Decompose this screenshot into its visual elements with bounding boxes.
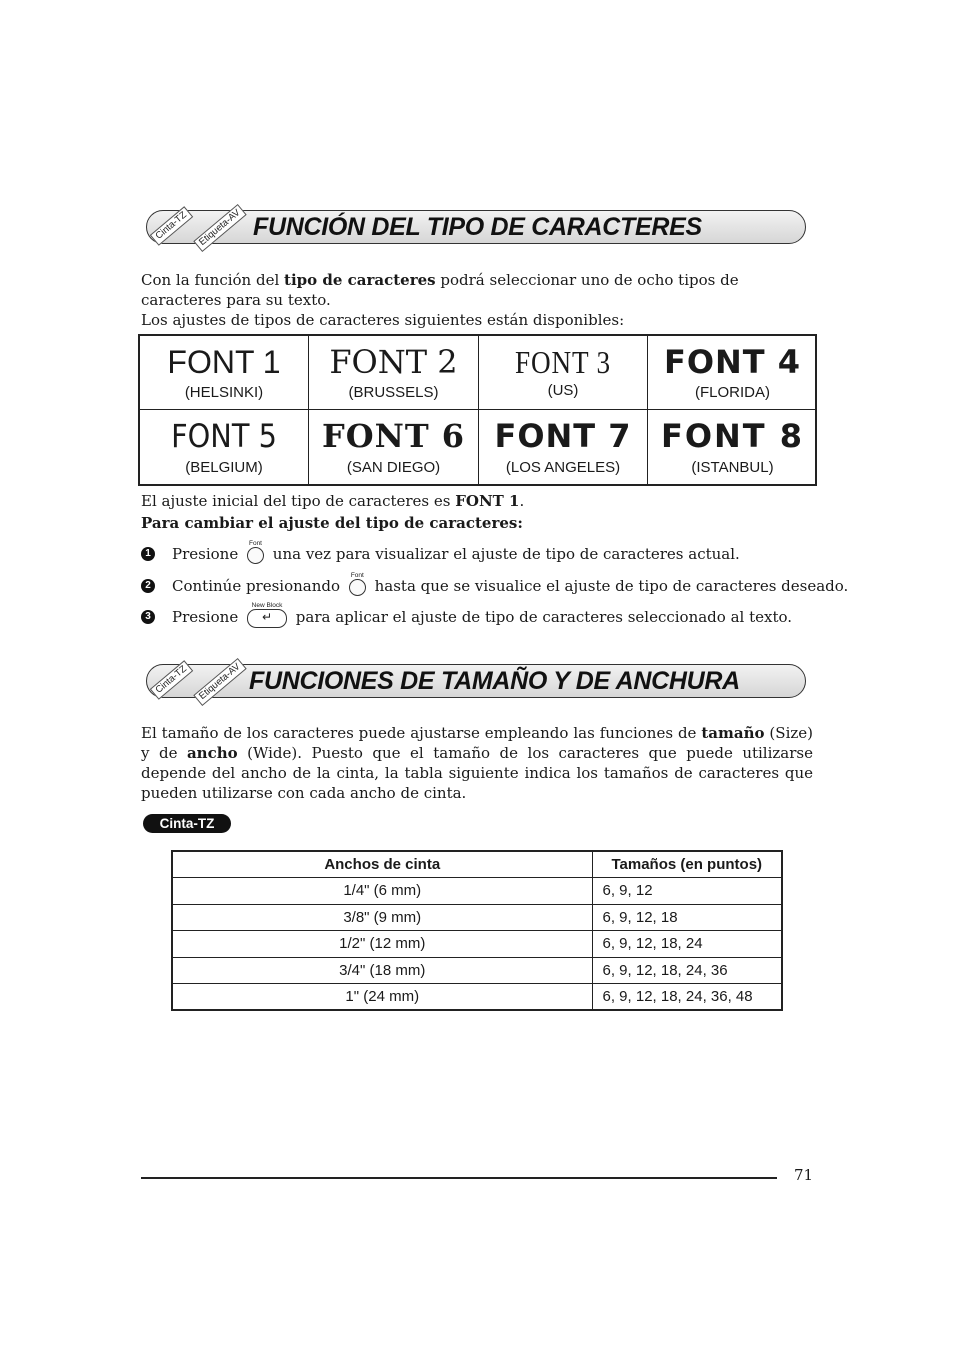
- intro-paragraph-2: Los ajustes de tipos de caracteres siguientes están disponibles:: [141, 311, 625, 329]
- font-sample: FONT 6: [321, 417, 466, 455]
- section-header-size: [146, 661, 806, 702]
- tag-cinta-tz: Cinta-TZ: [150, 206, 193, 246]
- font-cell-7: [479, 410, 648, 484]
- font-sample: FONT 3: [514, 344, 612, 380]
- change-heading: Para cambiar el ajuste del tipo de caracteres:: [141, 514, 523, 532]
- table-row: [172, 931, 782, 958]
- font-cell-2: [309, 336, 479, 410]
- font-name: (US): [547, 382, 579, 399]
- font-name: (BELGIUM): [185, 459, 263, 476]
- font-sample: FONT 7: [494, 417, 632, 455]
- font-cell-8: [648, 410, 817, 484]
- tape-size-table: [171, 850, 783, 1011]
- font-sample: FONT 1: [167, 344, 281, 380]
- font-sample: FONT 8: [660, 417, 805, 455]
- font-name: (HELSINKI): [184, 384, 264, 401]
- font-name: (SAN DIEGO): [346, 459, 441, 476]
- header-tape-width: Anchos de cinta: [172, 851, 592, 878]
- step-number: 3: [141, 610, 155, 624]
- cell-tape-width: 1/2" (12 mm): [172, 931, 592, 958]
- size-paragraph: El tamaño de los caracteres puede ajustarse empleando las funciones de tamaño (Size) y de ancho (Wide). Puesto que el tamaño de los caracteres que puede utilizarse depende del ancho de la cinta, la tabla siguiente indica los tamaños de caracteres que pueden utilizarse con cada ancho de cinta.: [141, 724, 813, 802]
- cell-tape-width: 1" (24 mm): [172, 984, 592, 1011]
- table-header-row: [172, 851, 782, 878]
- cell-tape-width: 3/4" (18 mm): [172, 957, 592, 984]
- section-title-font: FUNCIÓN DEL TIPO DE CARACTERES: [253, 213, 702, 241]
- font-sample: FONT 4: [663, 343, 802, 381]
- cell-sizes: 6, 9, 12, 18, 24, 36, 48: [592, 984, 782, 1011]
- font-sample: FONT 2: [329, 343, 458, 381]
- cell-tape-width: 1/4" (6 mm): [172, 878, 592, 905]
- font-cell-1: [140, 336, 309, 410]
- tag-etiqueta-av: Etiqueta-AV: [193, 658, 246, 706]
- initial-setting-text: El ajuste inicial del tipo de caracteres es FONT 1.: [141, 492, 525, 510]
- font-name: (ISTANBUL): [691, 459, 774, 476]
- cinta-tz-badge: Cinta-TZ: [143, 814, 231, 833]
- page-number: 71: [794, 1166, 814, 1184]
- enter-key-icon: New Block ↵: [247, 609, 287, 628]
- cell-sizes: 6, 9, 12, 18, 24, 36: [592, 957, 782, 984]
- font-sample: FONT 5: [171, 417, 277, 455]
- font-cell-4: [648, 336, 817, 410]
- step-3: 3 Presione New Block ↵ para aplicar el ajuste de tipo de caracteres seleccionado al texto.: [141, 607, 792, 628]
- section-header-font: [146, 207, 806, 248]
- font-key-icon: Font: [349, 579, 366, 596]
- step-2: 2 Continúe presionando Font hasta que se visualice el ajuste de tipo de caracteres deseado.: [141, 576, 848, 596]
- step-number: 2: [141, 579, 155, 593]
- tag-cinta-tz: Cinta-TZ: [150, 660, 193, 700]
- table-row: [172, 904, 782, 931]
- cell-sizes: 6, 9, 12, 18: [592, 904, 782, 931]
- section-title-size: FUNCIONES DE TAMAÑO Y DE ANCHURA: [249, 667, 740, 695]
- font-samples-table: [138, 334, 817, 486]
- cell-tape-width: 3/8" (9 mm): [172, 904, 592, 931]
- font-key-icon: Font: [247, 547, 264, 564]
- header-sizes: Tamaños (en puntos): [592, 851, 782, 878]
- tag-etiqueta-av: Etiqueta-AV: [193, 204, 246, 252]
- font-cell-5: [140, 410, 309, 484]
- cell-sizes: 6, 9, 12, 18, 24: [592, 931, 782, 958]
- table-row: [172, 878, 782, 905]
- footer-rule: [141, 1177, 777, 1179]
- font-name: (BRUSSELS): [348, 384, 439, 401]
- intro-paragraph: Con la función del tipo de caracteres podrá seleccionar uno de ocho tipos de caracteres para su texto.: [141, 271, 739, 309]
- step-number: 1: [141, 547, 155, 561]
- font-cell-6: [309, 410, 479, 484]
- table-row: [172, 984, 782, 1011]
- table-row: [172, 957, 782, 984]
- step-1: 1 Presione Font una vez para visualizar el ajuste de tipo de caracteres actual.: [141, 544, 740, 564]
- font-name: (FLORIDA): [695, 384, 770, 401]
- cell-sizes: 6, 9, 12: [592, 878, 782, 905]
- font-cell-3: [479, 336, 648, 410]
- font-name: (LOS ANGELES): [505, 459, 621, 476]
